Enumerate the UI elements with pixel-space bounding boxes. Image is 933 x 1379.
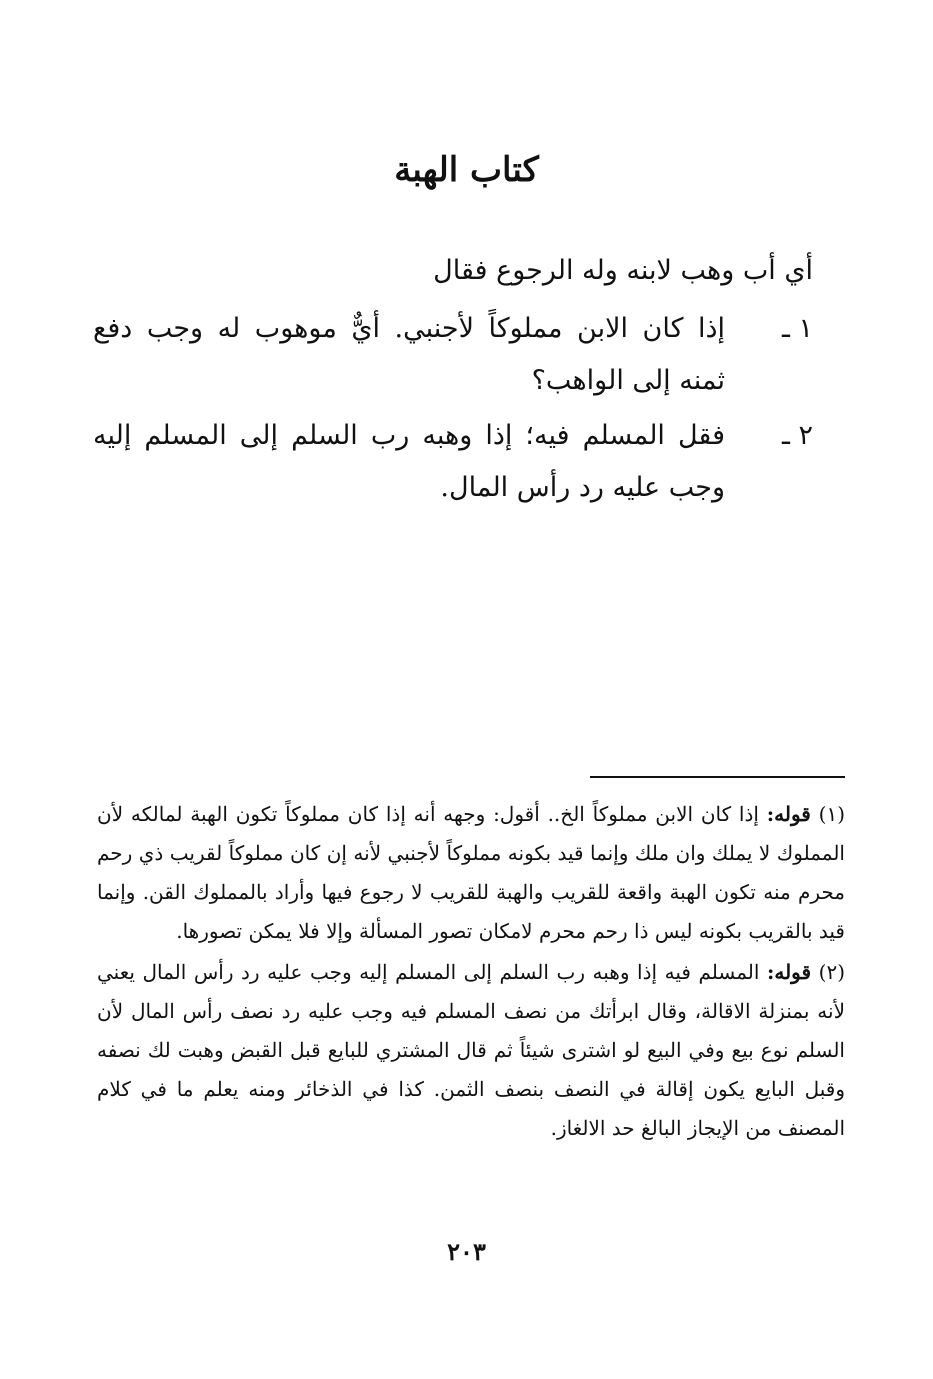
list-item xyxy=(93,410,813,514)
list-item xyxy=(93,303,813,407)
footnote-lead: قوله: xyxy=(766,802,811,826)
footnote-text: المسلم فيه إذا وهبه رب السلم إلى المسلم إليه وجب عليه رد رأس المال يعني لأنه بمنزلة الاقالة، وقال ابرأتك من نصف المسلم فيه وجب عليه رد نصف رأس المال لأن السلم نوع بيع وفي البيع لو اشترى شيئاً ثم قال المشتري للبايع قبل القبض وهبت لك نصفه وقبل البايع يكون إقالة في النصف بنصف الثمن. كذا في الذخائر ومنه يعلم ما في كلام المصنف من الإيجاز البالغ حد الالغاز. xyxy=(97,960,846,1140)
item-number: ٢ ـ xyxy=(781,420,813,451)
footnote-mark: (١) xyxy=(818,802,846,826)
page-number: ٢٠٣ xyxy=(447,1237,486,1266)
item-number: ١ ـ xyxy=(781,313,813,344)
footnote-lead: قوله: xyxy=(766,960,812,984)
intro-text: أي أب وهب لابنه وله الرجوع فقال xyxy=(433,255,813,286)
chapter-title: كتاب الهبة xyxy=(394,150,539,190)
footnote xyxy=(97,953,845,1148)
footnote-divider xyxy=(590,776,845,778)
footnotes xyxy=(97,795,845,1150)
footnote-mark: (٢) xyxy=(818,960,845,984)
item-text: إذا كان الابن مملوكاً لأجنبي. أيٌّ موهوب له وجب دفع ثمنه إلى الواهب؟ xyxy=(93,313,725,396)
footnote xyxy=(97,795,845,951)
footnote-text: إذا كان الابن مملوكاً الخ.. أقول: وجهه أنه إذا كان مملوكاً تكون الهبة لمالكه لأن المملوك لا يملك وان ملك وإنما قيد بكونه مملوكاً لأجنبي لأنه إن كان مملوكاً لقريب ذي رحم محرم منه تكون الهبة واقعة للقريب والهبة للقريب لا رجوع فيها وأراد بالمملوك القن. وإنما قيد بالقريب بكونه ليس ذا رحم محرم لامكان تصور المسألة وإلا فلا يمكن تصورها. xyxy=(97,802,845,943)
item-text: فقل المسلم فيه؛ إذا وهبه رب السلم إلى المسلم إليه وجب عليه رد رأس المال. xyxy=(93,420,725,503)
